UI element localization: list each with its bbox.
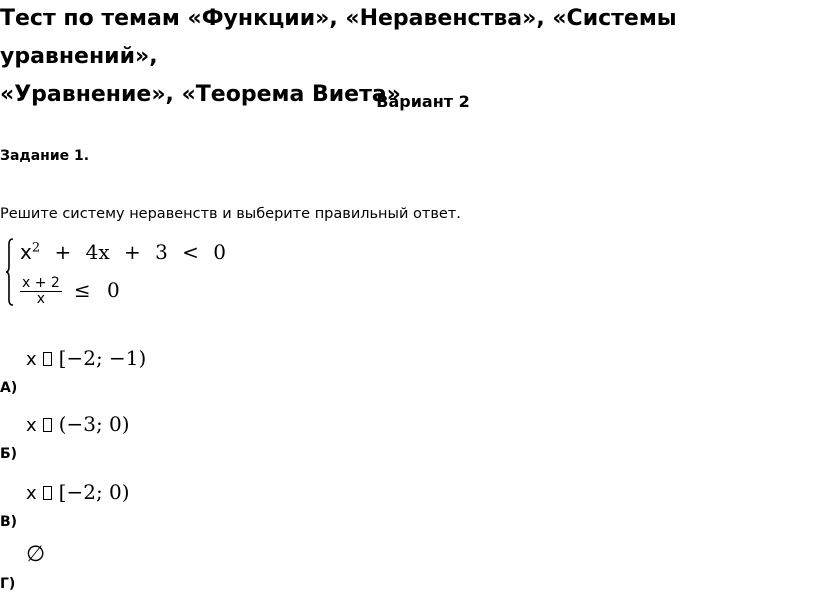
- option-d-expression: [26, 542, 45, 567]
- option-a-expression: [26, 346, 146, 370]
- answer-option-b[interactable]: [0, 412, 300, 462]
- missing-glyph-icon: [43, 486, 52, 500]
- answer-option-d[interactable]: [0, 542, 300, 592]
- option-b-interval: (−3; 0): [58, 412, 130, 436]
- inequality-rest-1: + 4x + 3 < 0: [40, 240, 226, 264]
- fraction-denominator: x: [36, 291, 46, 307]
- exponent: 2: [31, 240, 41, 256]
- option-c-expression: [26, 480, 130, 504]
- task-instruction: Решите систему неравенств и выберите правильный ответ.: [0, 206, 461, 222]
- option-b-variable: x: [26, 415, 37, 436]
- task-label: Задание 1.: [0, 148, 90, 164]
- variable-x: x: [20, 240, 32, 264]
- option-c-interval: [−2; 0): [58, 480, 130, 504]
- option-a-interval: [−2; −1): [58, 346, 147, 370]
- inequality-row-2: [20, 276, 120, 307]
- option-a-letter: А): [0, 380, 18, 396]
- inequality-rest-2: ≤ 0: [73, 278, 120, 302]
- option-d-letter: Г): [0, 576, 16, 592]
- option-c-variable: x: [26, 483, 37, 504]
- option-c-letter: В): [0, 514, 18, 530]
- option-d-interval: ∅: [26, 542, 46, 567]
- answer-option-c[interactable]: [0, 480, 300, 530]
- missing-glyph-icon: [43, 418, 52, 432]
- option-b-expression: [26, 412, 130, 436]
- left-brace-icon: [6, 238, 14, 306]
- variant-heading: Вариант 2: [376, 92, 470, 111]
- title-line-1: Тест по темам «Функции», «Неравенства», «Системы уравнений»,: [0, 6, 677, 69]
- title-line-2: «Уравнение», «Теорема Виета»: [0, 82, 401, 107]
- fraction-numerator: x + 2: [22, 275, 60, 291]
- inequality-row-1: [20, 240, 226, 264]
- fraction: [20, 276, 62, 307]
- answer-option-a[interactable]: [0, 346, 300, 396]
- inequality-system: [6, 236, 246, 310]
- option-a-variable: x: [26, 349, 37, 370]
- missing-glyph-icon: [43, 352, 52, 366]
- option-b-letter: Б): [0, 446, 18, 462]
